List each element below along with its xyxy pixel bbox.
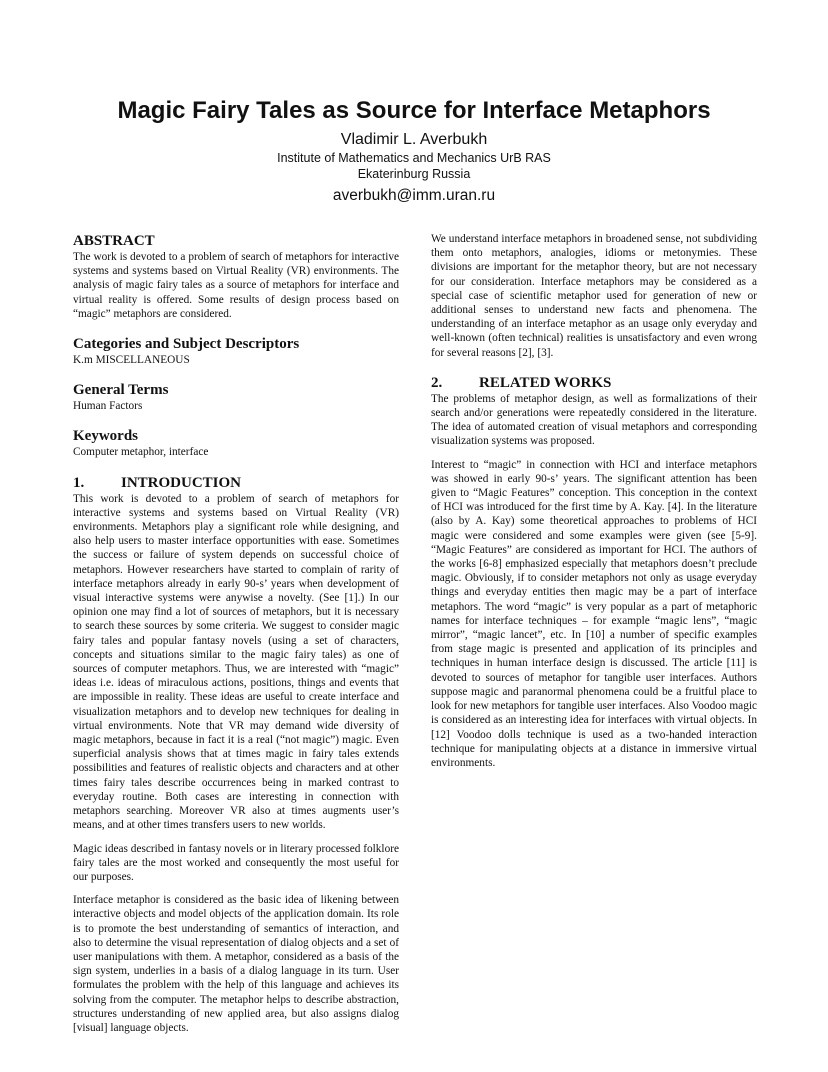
left-column: [73, 232, 399, 1035]
introduction-paragraph-3: Interface metaphor is considered as the basic idea of likening between interactive objects and model objects of the application domain. Its role is to promote the best understanding of semantics of interaction, and also to determine the visual representation of dialog objects and a set of user manipulations with them. A metaphor, considered as a basis of the sign system, underlies in a basis of a dialog language in its turn. User formulates the problem with the help of this language and achieves its solving from the computer. The metaphor helps to describe abstraction, structures understanding of new applied area, but also assigns dialog [visual] language objects.: [73, 894, 399, 1034]
section-number: 2.: [431, 374, 443, 391]
related-works-heading: [431, 374, 757, 392]
introduction-paragraph-4: We understand interface metaphors in broadened sense, not subdividing them onto metaphors, analogies, idioms or metonymies. These divisions are important for the metaphor theory, but are not necessary for our consideration. Interface metaphors may be considered as a special case of scientific metaphor used for generation of new or additional senses to understand new facts and phenomena. The understanding of an interface metaphor as an usage only everyday and well-known (often technical) realities is unsatisfactory and even wrong for several reasons [2], [3].: [431, 233, 757, 359]
related-works-paragraph-2: Interest to “magic” in connection with HCI and interface metaphors was showed in early 90-s’ years. The significant attention has been given to “Magic Features” conception. This conception in the context of HCI was introduced for the first time by A. Kay. [4]. In the literature (also by A. Kay) some theoretical approaches to problems of HCI magic were considered and some examples were given (see [5-9]. “Magic Features” are considered as important for HCI. The authors of the works [6-8] emphasized especially that metaphors doesn’t preclude magic. Obviously, if to consider metaphors not only as usage everyday things and everyday entities then magic may be a part of interface metaphors. The word “magic” is very popular as a part of metaphoric names for interface techniques – for example “magic lens”, “magic mirror”, “magic lancet”, etc. In [10] a number of specific examples from stage magic is presented and application of its principles and techniques in human interface design is discussed. The article [11] is devoted to sources of metaphor for tangible user interfaces. Authors suppose magic and paranormal phenomena could be a fruitful place to look for new metaphors for tangible user interfaces. Also Voodoo magic is considered as an interesting idea for interfaces with virtual objects. In [12] Voodoo dolls technique is used as a two-handed interaction technique for manipulating objects at a distance in immersive virtual environments.: [431, 458, 757, 769]
author-email: averbukh@imm.uran.ru: [332, 187, 496, 204]
author-affiliation: Institute of Mathematics and Mechanics UrB RAS: [277, 151, 551, 165]
abstract-heading: ABSTRACT: [73, 233, 155, 249]
keywords-text: Computer metaphor, interface: [73, 446, 209, 459]
categories-heading: Categories and Subject Descriptors: [73, 336, 300, 353]
related-works-paragraph-1: The problems of metaphor design, as well as formalizations of their search and/or generations were repeatedly considered in the literature. The idea of automated creation of visual metaphors and corresponding visualization systems was proposed.: [431, 392, 757, 448]
general-terms-text: Human Factors: [73, 400, 143, 413]
section-title: RELATED WORKS: [479, 374, 612, 391]
keywords-heading: Keywords: [73, 428, 138, 445]
section-title: INTRODUCTION: [121, 474, 242, 491]
abstract-text: The work is devoted to a problem of search of metaphors for interactive systems and systems based on Virtual Reality (VR) environments. The analysis of magic fairy tales as a source of metaphors for interface and virtual reality is offered. Some results of design process based on “magic” metaphors are considered.: [73, 251, 399, 320]
author-location: Ekaterinburg Russia: [357, 167, 471, 181]
section-number: 1.: [73, 474, 85, 491]
introduction-paragraph-1: This work is devoted to a problem of search of metaphors for interactive systems and systems based on Virtual Reality (VR) environments. Metaphors play a significant role while designing, and also help users to master interface opportunities with ease. Sometimes the success or failure of system depends on successful choice of metaphors. However researchers have started to complain of rarity of interface metaphors already in early 90-s’ years when development of visual interactive systems were anywise a novelty. (See [1].) In our opinion one may find a lot of sources of metaphors, but it is necessary to search these sources by some criteria. We suggest to consider magic fairy tales and popular fantasy novels (using a set of characters, concepts and situations similar to the magic fairy tales) as one of sources of computer metaphors. Thus, we are interested with “magic” ideas i.e. ideas of miraculous actions, positions, things and events that are impossible in reality. These ideas are useful to create interface and visualization metaphors and to develop new techniques for dealing in virtual environments. Note that VR may demand wide diversity of magic metaphors, because in fact it is a real (“not magic”) magic. Even superficial analysis shows that at times magic in fairy tales extends possibilities and features of realistic objects and characters and at other times fairy tales describe occurrences being in marked contrast to everyday routine. Both cases are interesting in connection with metaphors searching. Moreover VR also at times augments user’s means, and at other times transfers users to new worlds.: [73, 492, 399, 832]
paper-title: Magic Fairy Tales as Source for Interface Metaphors: [117, 97, 711, 124]
categories-text: K.m MISCELLANEOUS: [73, 354, 190, 367]
general-terms-heading: General Terms: [73, 382, 169, 399]
author-name: Vladimir L. Averbukh: [340, 131, 488, 148]
introduction-paragraph-2: Magic ideas described in fantasy novels or in literary processed folklore fairy tales are the most worked and consequently the most useful for our purposes.: [73, 842, 399, 883]
right-column: [431, 232, 757, 770]
introduction-heading: [73, 474, 399, 492]
